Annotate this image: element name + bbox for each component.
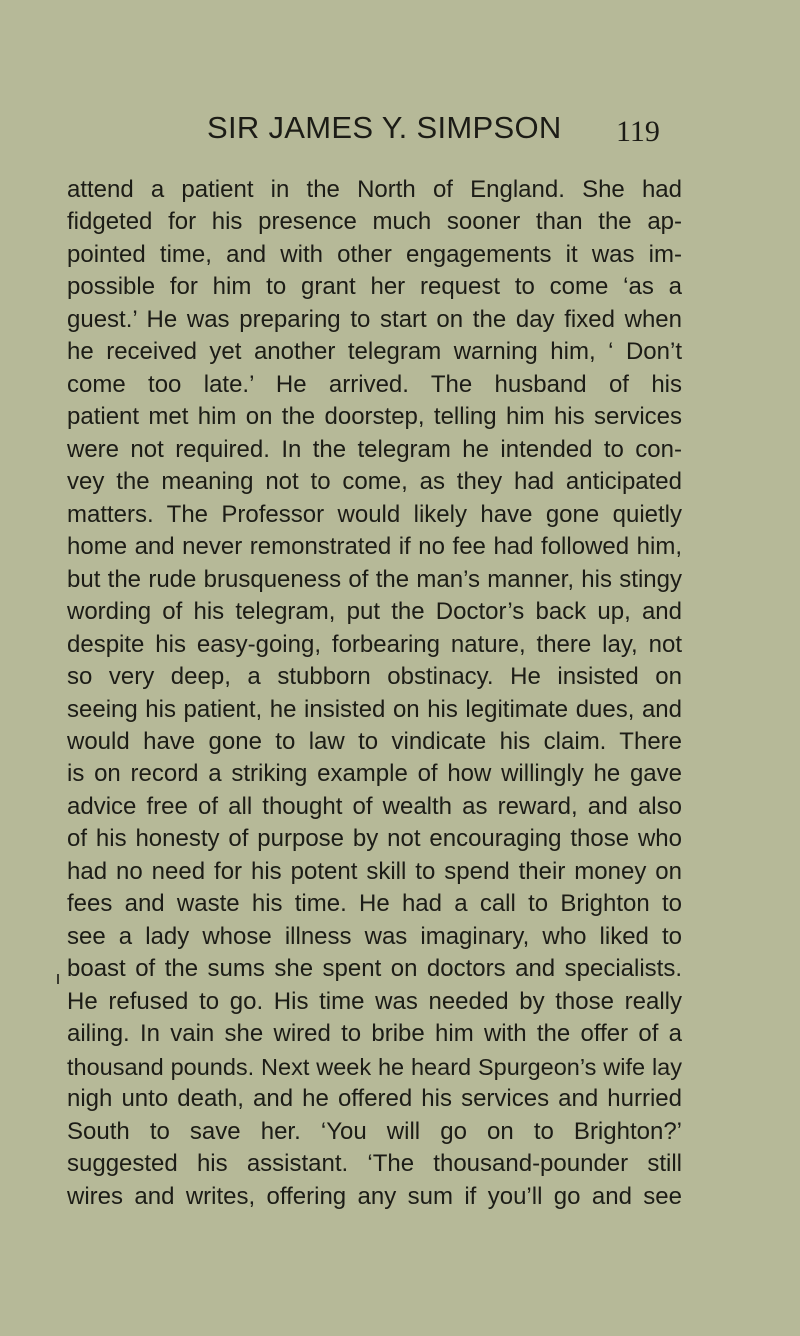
text-line: wording of his telegram, put the Doctor’s back up, and [67,598,682,626]
text-line: suggested his assistant. ‘The thousand-pounder still [67,1150,682,1178]
text-line: wires and writes, offering any sum if you’ll go and see [67,1182,682,1210]
text-line: South to save her. ‘You will go on to Brighton?’ [67,1117,682,1145]
text-line: He refused to go. His time was needed by those really [67,987,682,1015]
text-line: attend a patient in the North of England. She had [67,176,682,203]
text-line: fees and waste his time. He had a call to Brighton to [67,890,682,918]
text-line: patient met him on the doorstep, telling him his services [67,403,682,431]
text-line: is on record a striking example of how willingly he gave [67,760,682,788]
text-line: vey the meaning not to come, as they had anticipated [67,468,682,496]
text-line: ailing. In vain she wired to bribe him with the offer of a [67,1020,682,1048]
text-line: home and never remonstrated if no fee had followed him, [67,533,682,561]
text-line: of his honesty of purpose by not encouraging those who [67,825,682,853]
text-line: but the rude brusqueness of the man’s manner, his stingy [67,565,682,593]
running-head: SIR JAMES Y. SIMPSON [207,110,562,145]
text-line: had no need for his potent skill to spend their money on [67,857,682,885]
text-line: matters. The Professor would likely have gone quietly [67,500,682,528]
text-line: seeing his patient, he insisted on his legitimate dues, and [67,695,682,723]
text-line: advice free of all thought of wealth as reward, and also [67,792,682,820]
text-line: were not required. In the telegram he intended to con- [67,435,682,463]
text-line: despite his easy-going, forbearing nature, there lay, not [67,630,682,658]
text-line: would have gone to law to vindicate his claim. There [67,727,682,755]
text-line: guest.’ He was preparing to start on the day fixed when [67,305,682,333]
text-line: pointed time, and with other engagements it was im- [67,240,682,268]
text-line: come too late.’ He arrived. The husband of his [67,370,682,398]
text-line: he received yet another telegram warning him, ‘ Don’t [67,338,682,366]
text-line: see a lady whose illness was imaginary, who liked to [67,922,682,950]
text-line: so very deep, a stubborn obstinacy. He insisted on [67,663,682,691]
text-line: nigh unto death, and he offered his services and hurried [67,1085,682,1113]
text-line: boast of the sums she spent on doctors and specialists. [67,955,682,983]
text-line: possible for him to grant her request to come ‘as a [67,273,682,301]
page-number: 119 [616,115,660,148]
text-line: fidgeted for his presence much sooner than the ap- [67,208,682,236]
text-line: thousand pounds. Next week he heard Spurgeon’s wife lay [67,1053,682,1080]
body-text [67,174,682,1213]
print-mark [57,974,59,984]
